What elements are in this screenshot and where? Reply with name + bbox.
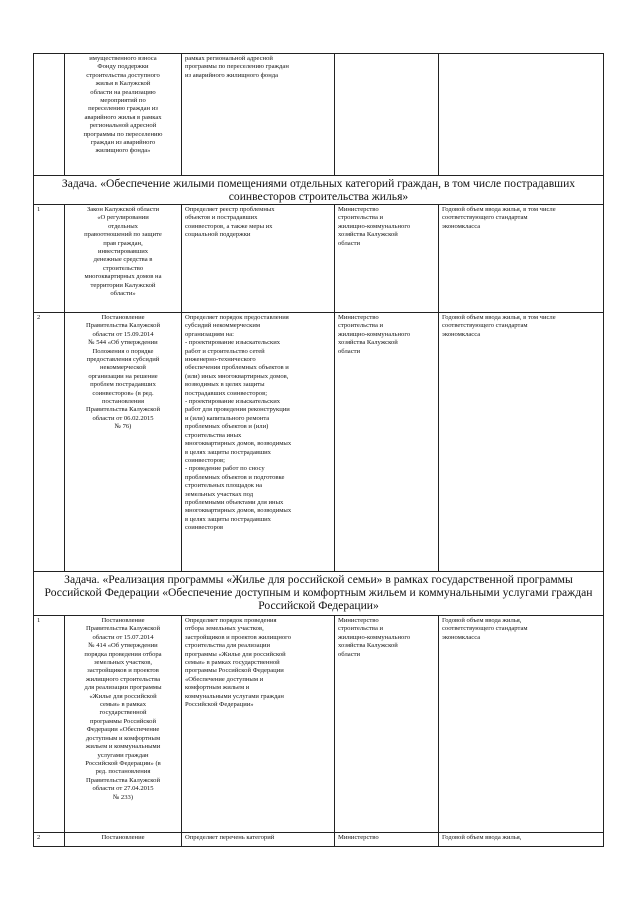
row-number: 1: [34, 616, 65, 833]
row-number: 2: [34, 833, 65, 847]
table-row: [34, 54, 604, 176]
document-cell: Постановление Правительства Калужской области от 15.09.2014 № 544 «Об утверждении Положения о порядке предоставления субсидий некоммерческой организации на решение проблем пострадавших соинвесторов» (в ред. постановления Правительства Калужской области от 06.02.2015 № 76): [65, 313, 182, 572]
indicator-cell: Годовой объем ввода жилья,: [439, 833, 604, 847]
content-cell: Определяет порядок проведения отбора земельных участков, застройщиков и проектов жилищного строительства для реализации программы «Жилье для российской семьи» в рамках государственной программы Российской Федерации «Обеспечение доступным и комфортным жильем и коммунальными услугами граждан Российской Федерации»: [182, 616, 335, 833]
responsible-cell: [335, 54, 439, 176]
document-cell: Постановление: [65, 833, 182, 847]
row-number: 1: [34, 205, 65, 313]
task-heading-row: [34, 176, 604, 205]
responsible-cell: Министерство: [335, 833, 439, 847]
indicator-cell: Годовой объем ввода жилья, в том числе соответствующего стандартам экономкласса: [439, 205, 604, 313]
responsible-cell: Министерство строительства и жилищно-коммунального хозяйства Калужской области: [335, 616, 439, 833]
task-heading: Задача. «Реализация программы «Жилье для российской семьи» в рамках государственной программы Российской Федерации «Обеспечение доступным и комфортным жильем и коммунальными услугами граждан Российской Федерации»: [34, 572, 604, 616]
content-cell: Определяет порядок предоставления субсидий некоммерческим организациям на: - проектирование изыскательских работ и строительство сетей инженерно-технического обеспечения проблемных объектов и (или) иных многоквартирных домов, возводимых в целях защиты пострадавших соинвесторов; - проектирование изыскательских работ для проведения реконструкции и (или) капитального ремонта проблемных объектов и (или) строительства иных многоквартирных домов, возводимых в целях защиты пострадавших соинвесторов; - проведение работ по сносу проблемных объектов и подготовке строительных площадок на земельных участках под проблемными объектами для иных многоквартирных домов, возводимых в целях защиты пострадавших соинвесторов: [182, 313, 335, 572]
responsible-cell: Министерство строительства и жилищно-коммунального хозяйства Калужской области: [335, 205, 439, 313]
content-cell: Определяет реестр проблемных объектов и пострадавших соинвесторов, а также меры их социальной поддержки: [182, 205, 335, 313]
document-cell: Закон Калужской области «О регулировании отдельных правоотношений по защите прав граждан, инвестировавших денежные средства в строительство многоквартирных домов на территории Калужской области»: [65, 205, 182, 313]
indicator-cell: [439, 54, 604, 176]
indicator-cell: Годовой объем ввода жилья, соответствующего стандартам экономкласса: [439, 616, 604, 833]
responsible-cell: Министерство строительства и жилищно-коммунального хозяйства Калужской области: [335, 313, 439, 572]
task-heading-row: [34, 572, 604, 616]
document-cell: Постановление Правительства Калужской области от 15.07.2014 № 414 «Об утверждении порядка проведения отбора земельных участков, застройщиков и проектов жилищного строительства для реализации программы «Жилье для российской семьи» в рамках государственной программы Российской Федерации «Обеспечение доступным и комфортным жильем и коммунальными услугами граждан Российской Федерации» (в ред. постановления Правительства Калужской области от 27.04.2015 № 233): [65, 616, 182, 833]
task-heading: Задача. «Обеспечение жилыми помещениями отдельных категорий граждан, в том числе пострадавших соинвесторов строительства жилья»: [34, 176, 604, 205]
document-cell: имущественного взноса Фонду поддержки строительства доступного жилья в Калужской области на реализацию мероприятий по переселению граждан из аварийного жилья в рамках региональной адресной программы по переселению граждан из аварийного жилищного фонда»: [65, 54, 182, 176]
table-row: [34, 833, 604, 847]
table-row: [34, 313, 604, 572]
indicator-cell: Годовой объем ввода жилья, в том числе соответствующего стандартам экономкласса: [439, 313, 604, 572]
row-number: 2: [34, 313, 65, 572]
content-cell: Определяет перечень категорий: [182, 833, 335, 847]
table-row: [34, 616, 604, 833]
table-row: [34, 205, 604, 313]
content-cell: рамках региональной адресной программы по переселению граждан из аварийного жилищного фонда: [182, 54, 335, 176]
row-number: [34, 54, 65, 176]
measures-table: [33, 53, 604, 847]
